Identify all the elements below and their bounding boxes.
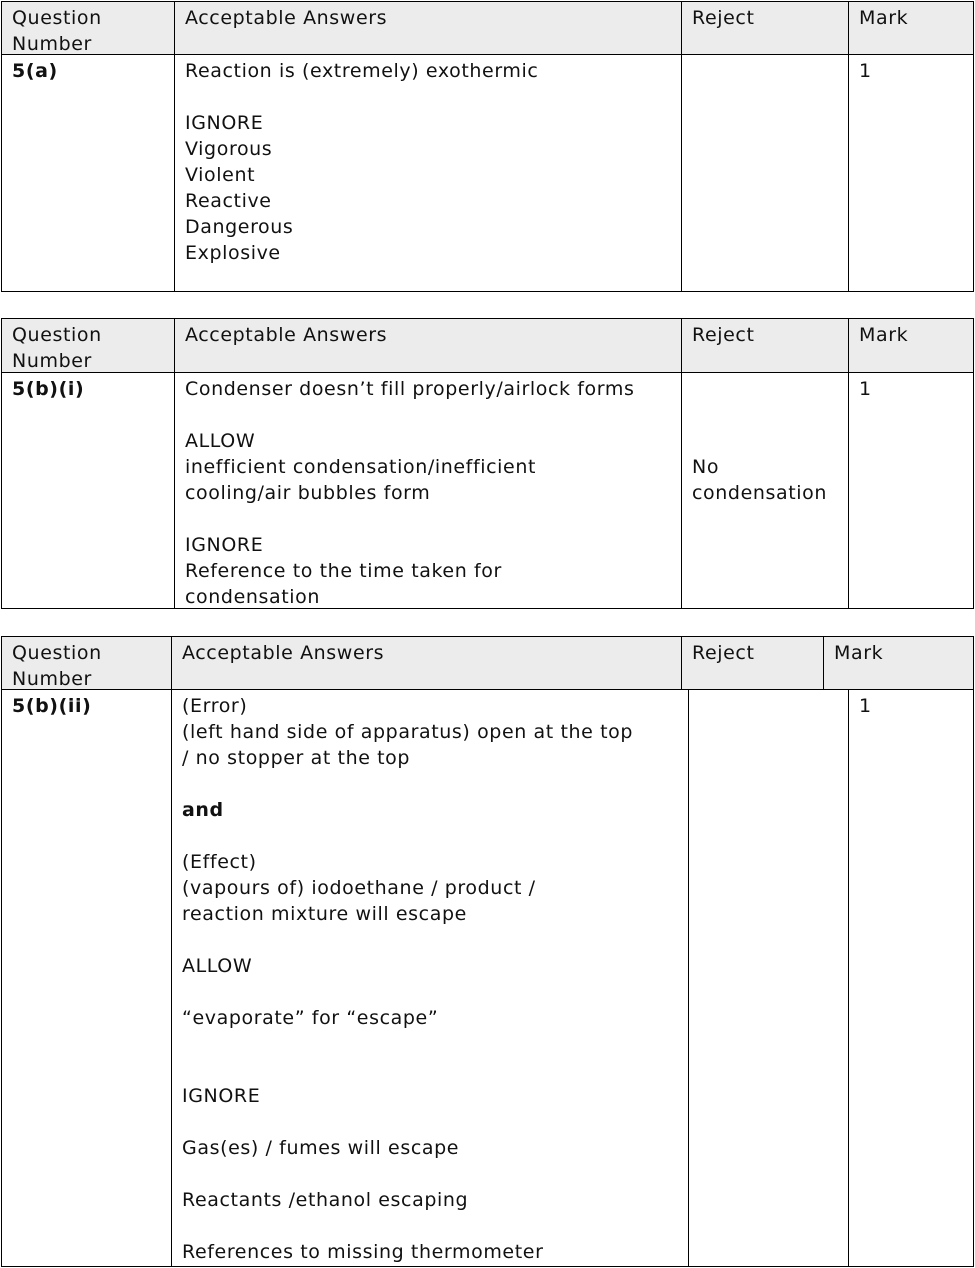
reject-5bii xyxy=(688,689,849,1267)
header-reject: Reject xyxy=(681,636,824,690)
header-acceptable-answers: Acceptable Answers xyxy=(171,636,682,690)
reject-5a xyxy=(681,54,849,292)
header-acceptable-answers: Acceptable Answers xyxy=(174,318,682,373)
reject-5bi: No condensation xyxy=(681,372,849,609)
header-question-number: Question Number xyxy=(1,636,172,690)
header-mark: Mark xyxy=(848,318,974,373)
header-reject: Reject xyxy=(681,1,849,55)
header-acceptable-answers: Acceptable Answers xyxy=(174,1,682,55)
answers-5a: Reaction is (extremely) exothermic IGNORE Vigorous Violent Reactive Dangerous Explosive xyxy=(174,54,682,292)
header-mark: Mark xyxy=(848,1,974,55)
question-number-5bii: 5(b)(ii) xyxy=(1,689,172,1267)
answers-5bi: Condenser doesn’t fill properly/airlock forms ALLOW inefficient condensation/inefficient cooling/air bubbles form IGNORE Reference to the time taken for condensation xyxy=(174,372,682,609)
header-reject: Reject xyxy=(681,318,849,373)
mark-5a: 1 xyxy=(848,54,974,292)
question-number-5bi: 5(b)(i) xyxy=(1,372,175,609)
header-question-number: Question Number xyxy=(1,1,175,55)
question-number-5a: 5(a) xyxy=(1,54,175,292)
answers-5bii-effect: (Effect) (vapours of) iodoethane / product / reaction mixture will escape ALLOW “evaporate” for “escape” IGNORE Gas(es) / fumes will escape Reactants /ethanol escaping References to missing thermometer xyxy=(182,851,544,1263)
mark-5bi: 1 xyxy=(848,372,974,609)
mark-5bii: 1 xyxy=(848,689,974,1267)
answers-5bii-and: and xyxy=(182,799,224,821)
answers-5bii xyxy=(171,689,689,1267)
answers-5bii-error: (Error) (left hand side of apparatus) open at the top / no stopper at the top xyxy=(182,695,634,769)
header-question-number: Question Number xyxy=(1,318,175,373)
header-mark: Mark xyxy=(823,636,974,690)
